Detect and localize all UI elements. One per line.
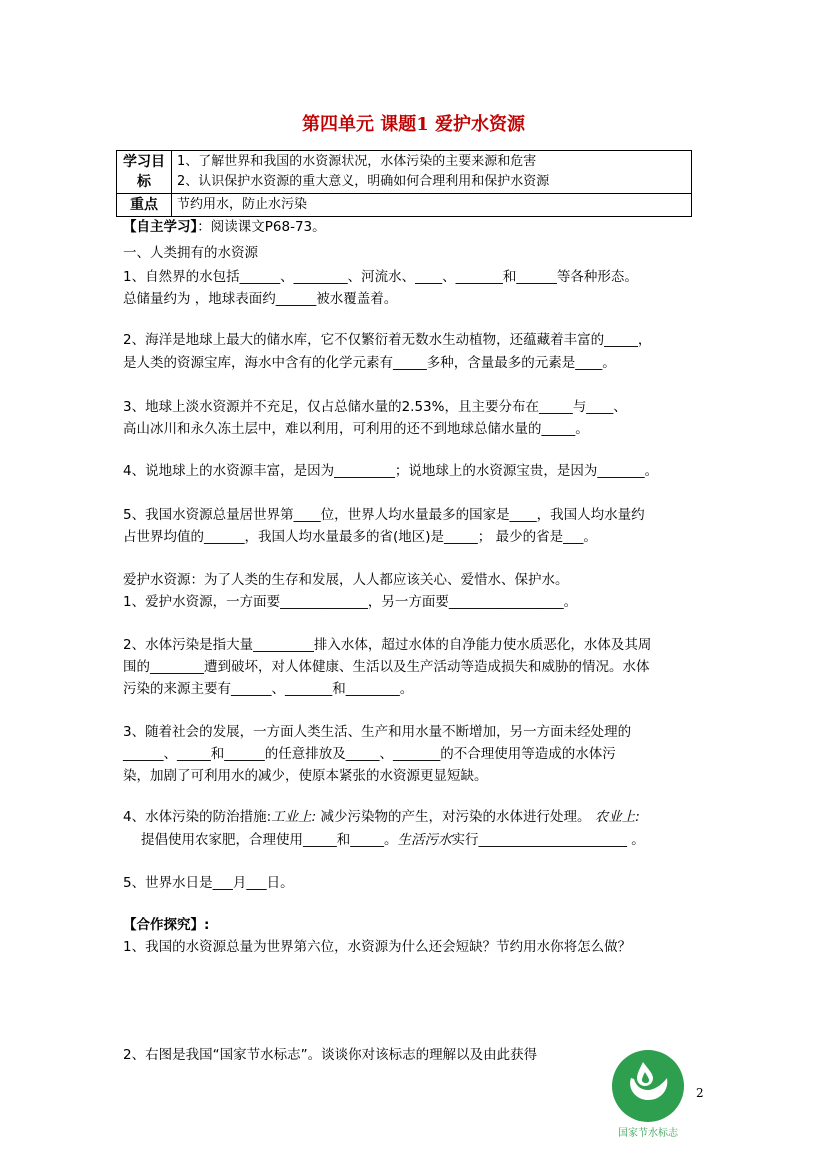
question-line: 占世界均值的______，我国人均水量最多的省(地区)是_____； 最少的省是___。 [123,529,597,545]
key-text: 节约用水，防止水污染 [172,194,692,217]
question-line: 1、爱护水资源，一方面要_____________，另一方面要_________________。 [123,594,578,610]
measures-line-1 [123,808,640,826]
question-line: 5、我国水资源总量居世界第____位，世界人均水量最多的国家是____，我国人均水量约 [123,507,645,523]
question-line: 4、说地球上的水资源丰富，是因为_________；说地球上的水资源宝贵，是因为_______。 [123,463,659,479]
cooperate-question-2: 2、右图是我国“国家节水标志”。谈谈你对该标志的理解以及由此获得 [123,1047,538,1063]
goals-table [116,150,692,217]
goal-item: 1、了解世界和我国的水资源状况，水体污染的主要来源和危害 [177,154,537,169]
question-line: 是人类的资源宝库，海水中含有的化学元素有_____多种，含量最多的元素是____。 [123,355,616,371]
question-line: 污染的来源主要有______、_______和________。 [123,681,414,697]
goal-items [172,151,692,194]
question-line: 1、自然界的水包括______、________、河流水、____、_______和______等各种形态。 [123,269,638,285]
self-study-line [123,218,326,236]
self-study-label: 【自主学习】 [123,219,198,235]
page-number: 2 [696,1086,704,1100]
section-heading: 一、人类拥有的水资源 [123,245,258,261]
sewage-label: 生活污水 [397,832,452,848]
question-line: 3、随着社会的发展，一方面人类生活、生产和用水量不断增加，另一方面未经处理的 [123,724,632,740]
water-day-line: 5、世界水日是___月___日。 [123,875,294,891]
question-line: ______、_____和______的任意排放及_____、_______的不合理使用等造成的水体污 [123,746,616,762]
cooperate-question-1: 1、我国的水资源总量为世界第六位，水资源为什么还会短缺？节约用水你将怎么做？ [123,939,632,955]
question-line: 2、海洋是地球上最大的储水库，它不仅繁衍着无数水生动植物，还蕴藏着丰富的_____， [123,332,652,348]
key-header: 重点 [117,194,172,217]
agriculture-text: 提倡使用农家肥，合理使用_____和_____。 [141,832,398,848]
question-line: 总储量约为 ，地球表面约______被水覆盖着。 [123,291,398,307]
goal-item: 2、认识保护水资源的重大意义，明确如何合理利用和保护水资源 [177,174,550,189]
question-line: 高山冰川和永久冻土层中，难以利用，可利用的还不到地球总储水量的_____。 [123,421,589,437]
question-line: 染，加剧了可利用水的减少，使原本紧张的水资源更显短缺。 [123,768,488,784]
section-heading: 爱护水资源：为了人类的生存和发展，人人都应该关心、爱惜水、保护水。 [123,572,569,588]
question-line: 围的________遭到破坏，对人体健康、生活以及生产活动等造成损失和威胁的情况。水体 [123,659,650,675]
page-title: 第四单元 课题1 爱护水资源 [301,114,526,135]
self-study-text: ：阅读课文P68-73。 [197,219,326,235]
logo-caption: 国家节水标志 [618,1128,678,1139]
cooperate-label: 【合作探究】: [123,917,210,933]
goal-header: 学习目标 [117,151,172,194]
water-saving-logo [605,1048,691,1142]
agriculture-label: 农业上: [594,809,640,825]
question-line: 2、水体污染是指大量_________排入水体，超过水体的自净能力使水质恶化，水体及其周 [123,637,652,653]
sewage-text: 实行______________________ 。 [451,832,645,848]
measures-line-2 [141,831,645,849]
industry-text: 减少污染物的产生，对污染的水体进行处理。 [316,809,591,825]
question-line: 3、地球上淡水资源并不充足，仅占总储水量的2.53%，且主要分布在_____与____、 [123,399,627,415]
industry-label: 工业上: [271,809,317,825]
measures-prefix: 4、水体污染的防治措施: [123,809,272,825]
